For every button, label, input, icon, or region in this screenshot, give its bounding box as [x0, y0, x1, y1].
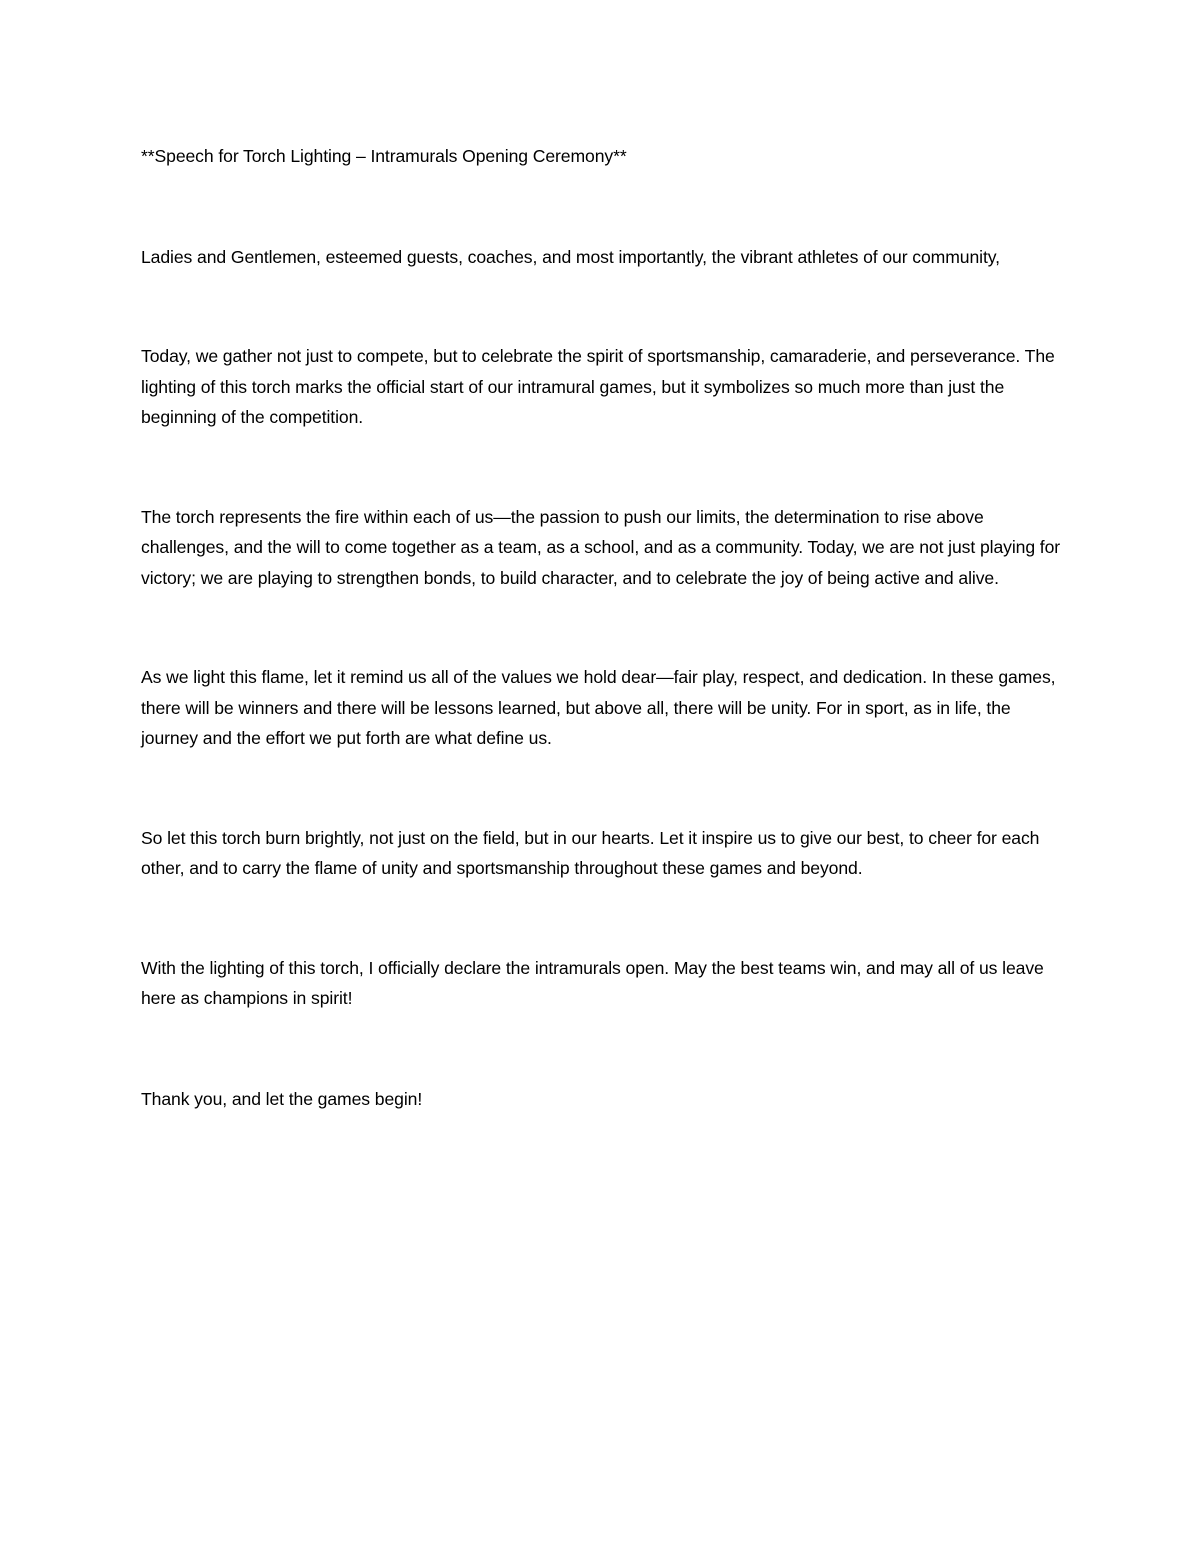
speech-title: **Speech for Torch Lighting – Intramurals Opening Ceremony** [141, 146, 627, 166]
paragraph-greeting: Ladies and Gentlemen, esteemed guests, coaches, and most importantly, the vibrant athletes of our community, [141, 246, 1000, 267]
paragraph-today: Today, we gather not just to compete, but to celebrate the spirit of sportsmanship, camaraderie, and perseverance. The lighting of this torch marks the official start of our intramural games, but it symbolizes so much more than just the beginning of the competition. [141, 346, 1055, 427]
paragraph-thank-you: Thank you, and let the games begin! [141, 1088, 423, 1109]
paragraph-declaration: With the lighting of this torch, I officially declare the intramurals open. May the best teams win, and may all of us leave here as champions in spirit! [141, 957, 1044, 1008]
document-body [141, 141, 1066, 1114]
paragraph-burn-brightly: So let this torch burn brightly, not just on the field, but in our hearts. Let it inspire us to give our best, to cheer for each other, and to carry the flame of unity and sportsmanship throughout these games and beyond. [141, 827, 1040, 878]
paragraph-torch-represents: The torch represents the fire within each of us—the passion to push our limits, the determination to rise above challenges, and the will to come together as a team, as a school, and as a community. Today, we are not just playing for victory; we are playing to strengthen bonds, to build character, and to celebrate the joy of being active and alive. [141, 506, 1061, 588]
paragraph-light-flame: As we light this flame, let it remind us all of the values we hold dear—fair play, respect, and dedication. In these games, there will be winners and there will be lessons learned, but above all, there will be unity. For in sport, as in life, the journey and the effort we put forth are what define us. [141, 667, 1056, 748]
